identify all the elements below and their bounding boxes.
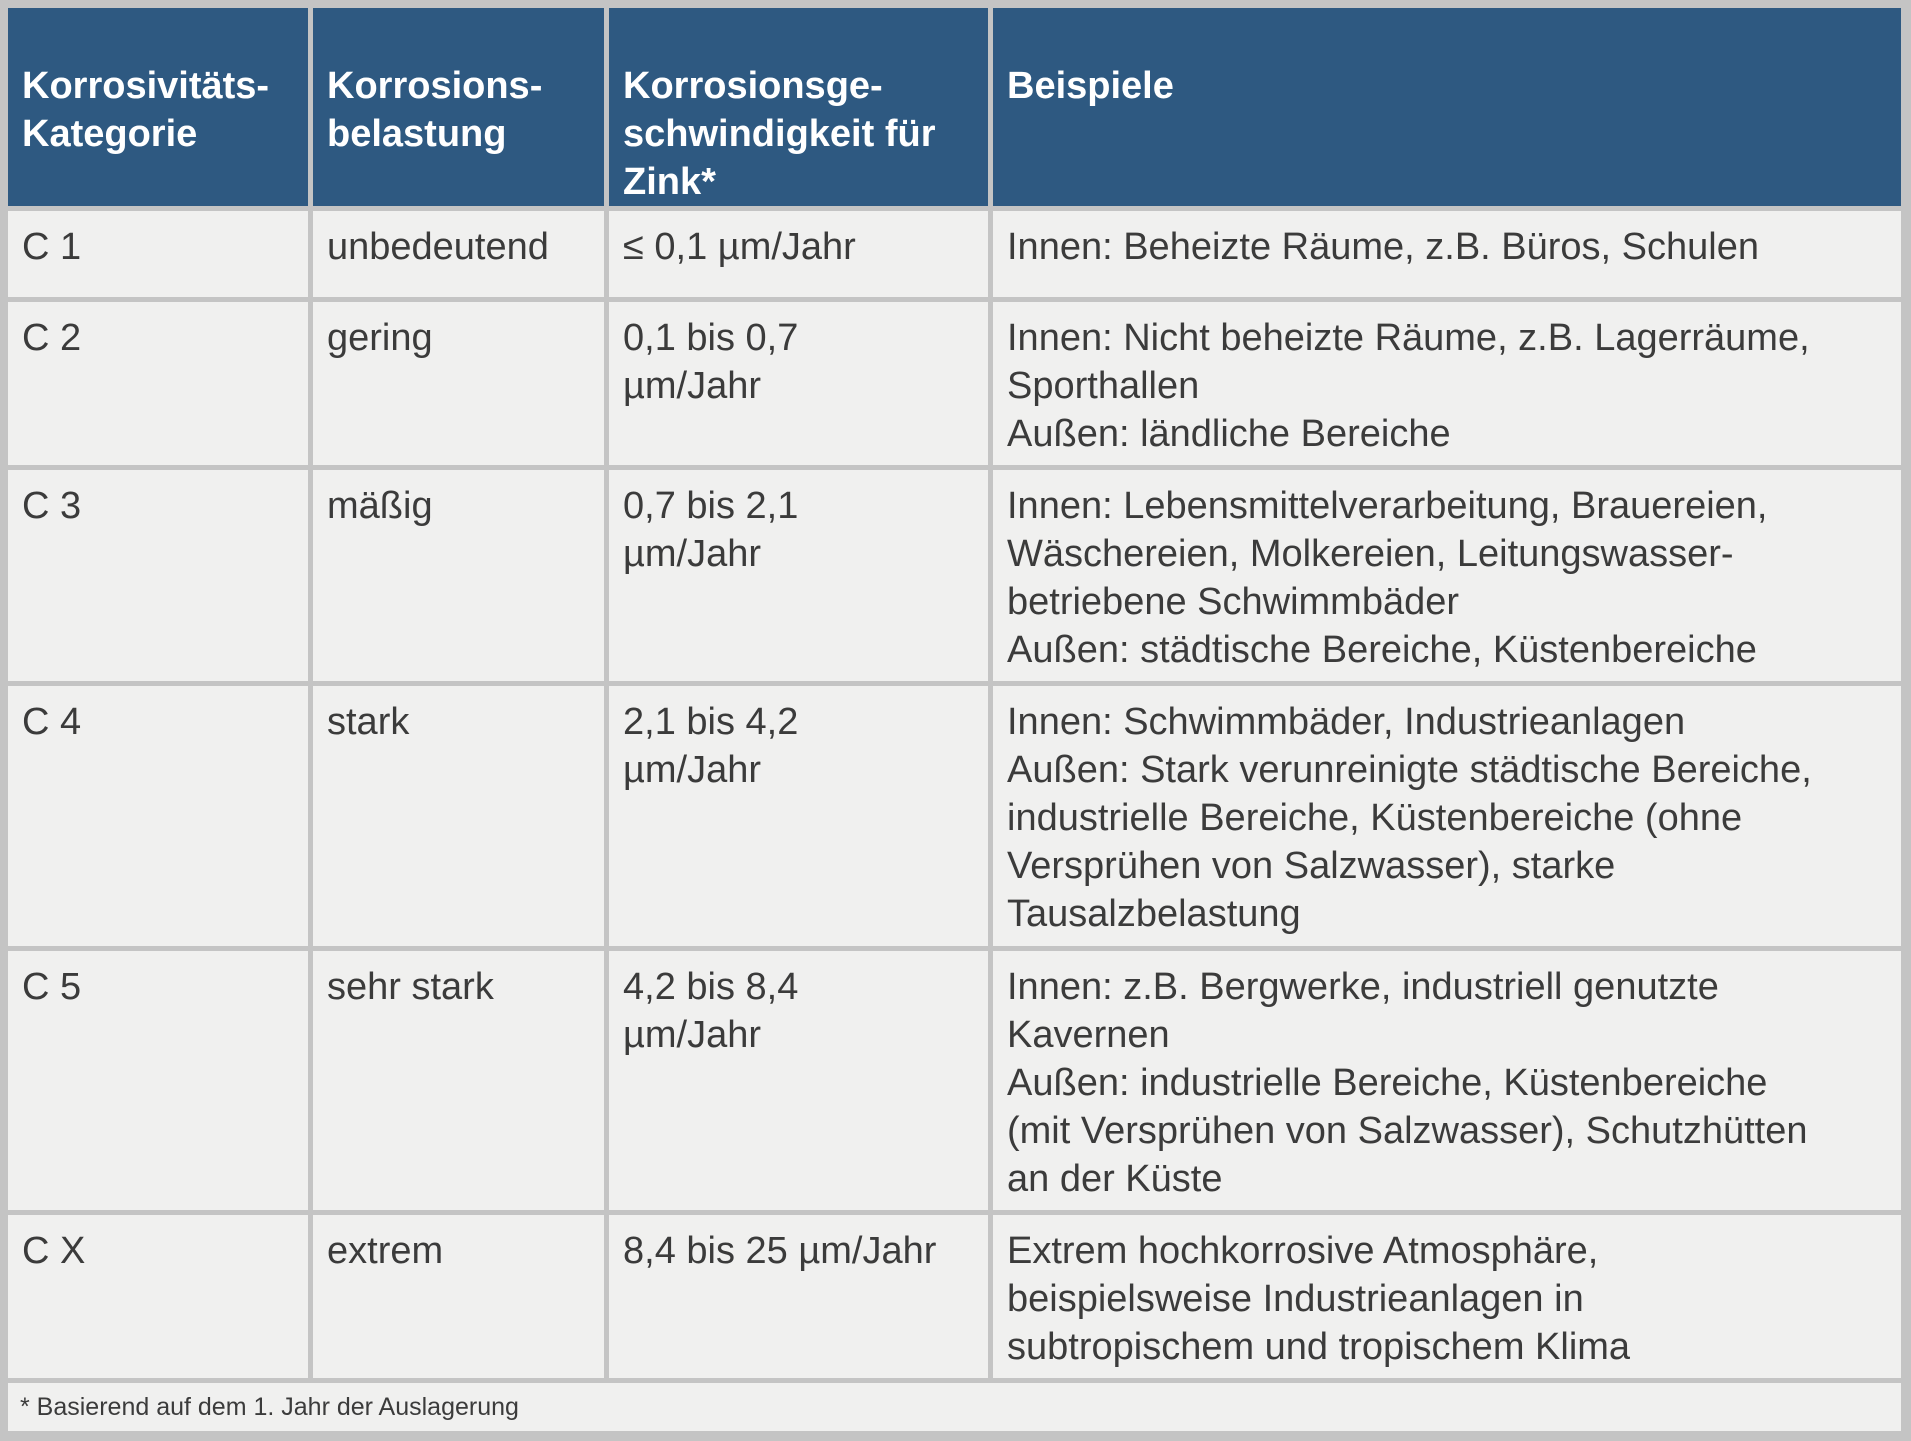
cell-examples-line: Außen: Stark verunreinigte städtische Bereiche,: [1007, 749, 1812, 792]
cell-load: stark: [313, 686, 604, 945]
cell-category: C 1: [8, 211, 308, 297]
cell-examples-line: beispielsweise Industrieanlagen in: [1007, 1278, 1584, 1321]
cell-examples: [993, 470, 1901, 681]
cell-examples-line: Wäschereien, Molkereien, Leitungswasser-: [1007, 533, 1734, 576]
cell-examples: [993, 1215, 1901, 1378]
cell-load: unbedeutend: [313, 211, 604, 297]
header-rate-line: Zink*: [623, 161, 716, 203]
cell-category: C 4: [8, 686, 308, 945]
table-row: [8, 470, 1901, 681]
cell-rate-line: 0,7 bis 2,1: [623, 485, 799, 528]
cell-rate-line: ≤ 0,1 µm/Jahr: [623, 226, 856, 268]
cell-examples: [993, 211, 1901, 297]
header-examples: [993, 8, 1901, 206]
cell-rate: [609, 302, 988, 465]
header-category-line: Kategorie: [22, 113, 198, 155]
cell-rate: [609, 470, 988, 681]
table-row: [8, 211, 1901, 297]
cell-rate-line: µm/Jahr: [623, 1013, 762, 1056]
table-body: [8, 211, 1901, 1378]
cell-rate: [609, 686, 988, 945]
table-row: [8, 1215, 1901, 1378]
header-category-line: Korrosivitäts-: [22, 65, 270, 107]
cell-rate-line: µm/Jahr: [623, 749, 762, 792]
table-row: [8, 302, 1901, 465]
cell-examples: [993, 951, 1901, 1210]
cell-examples-line: (mit Versprühen von Salzwasser), Schutzhütten: [1007, 1109, 1808, 1152]
cell-examples-line: Außen: ländliche Bereiche: [1007, 413, 1451, 456]
cell-examples-line: Außen: städtische Bereiche, Küstenbereiche: [1007, 629, 1757, 672]
cell-rate-line: 0,1 bis 0,7: [623, 317, 799, 360]
cell-rate-line: 4,2 bis 8,4: [623, 965, 799, 1008]
cell-load: gering: [313, 302, 604, 465]
corrosion-category-table: [3, 3, 1906, 1436]
cell-examples-line: Innen: Beheizte Räume, z.B. Büros, Schulen: [1007, 226, 1759, 268]
cell-rate: [609, 211, 988, 297]
cell-load: extrem: [313, 1215, 604, 1378]
cell-rate-line: 8,4 bis 25 µm/Jahr: [623, 1230, 937, 1273]
cell-examples-line: Kavernen: [1007, 1013, 1170, 1056]
table-row: [8, 951, 1901, 1210]
cell-examples-line: Extrem hochkorrosive Atmosphäre,: [1007, 1230, 1599, 1273]
header-rate-line: schwindigkeit für: [623, 113, 936, 155]
cell-load: mäßig: [313, 470, 604, 681]
header-load: [313, 8, 604, 206]
header-examples-line: Beispiele: [1007, 65, 1174, 107]
cell-examples-line: Sporthallen: [1007, 365, 1200, 408]
cell-examples-line: industrielle Bereiche, Küstenbereiche (ohne: [1007, 797, 1743, 840]
header-row: [8, 8, 1901, 206]
cell-rate: [609, 1215, 988, 1378]
cell-examples-line: Innen: Lebensmittelverarbeitung, Brauereien,: [1007, 485, 1768, 528]
cell-examples-line: Innen: Schwimmbäder, Industrieanlagen: [1007, 701, 1686, 744]
cell-category: C 5: [8, 951, 308, 1210]
header-rate: [609, 8, 988, 206]
cell-examples-line: an der Küste: [1007, 1157, 1223, 1200]
cell-category: C 2: [8, 302, 308, 465]
cell-examples: [993, 686, 1901, 945]
cell-rate-line: µm/Jahr: [623, 533, 762, 576]
cell-category: C X: [8, 1215, 308, 1378]
cell-rate-line: 2,1 bis 4,2: [623, 701, 799, 744]
cell-load: sehr stark: [313, 951, 604, 1210]
header-category: [8, 8, 308, 206]
cell-examples-line: Versprühen von Salzwasser), starke: [1007, 845, 1616, 888]
cell-examples-line: Innen: Nicht beheizte Räume, z.B. Lagerräume,: [1007, 317, 1810, 360]
cell-examples-line: subtropischem und tropischem Klima: [1007, 1326, 1631, 1369]
cell-examples-line: betriebene Schwimmbäder: [1007, 581, 1460, 624]
header-rate-line: Korrosionsge-: [623, 65, 883, 107]
cell-examples: [993, 302, 1901, 465]
cell-category: C 3: [8, 470, 308, 681]
cell-examples-line: Außen: industrielle Bereiche, Küstenbereiche: [1007, 1061, 1768, 1104]
header-load-line: Korrosions-: [327, 65, 543, 107]
table-row: [8, 686, 1901, 945]
header-load-line: belastung: [327, 113, 507, 155]
footnote: * Basierend auf dem 1. Jahr der Auslagerung: [8, 1383, 1901, 1431]
cell-examples-line: Tausalzbelastung: [1007, 893, 1301, 936]
footnote-row: [8, 1383, 1901, 1431]
cell-rate-line: µm/Jahr: [623, 365, 762, 408]
cell-examples-line: Innen: z.B. Bergwerke, industriell genutzte: [1007, 965, 1719, 1008]
cell-rate: [609, 951, 988, 1210]
